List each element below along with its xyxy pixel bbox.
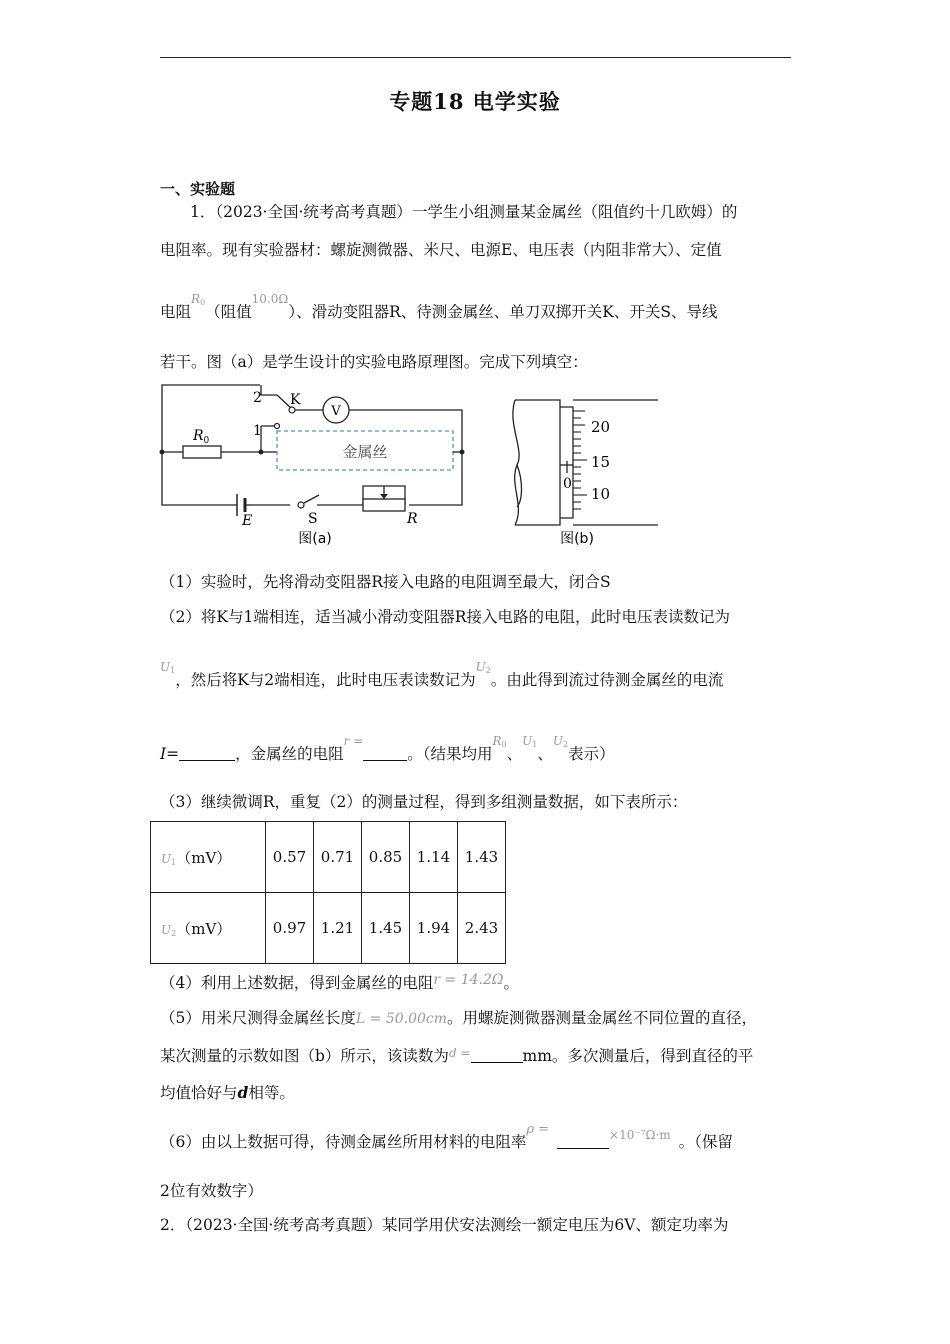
q1-text: 电阻	[160, 303, 192, 321]
length-value: L = 50.00cm	[355, 1011, 447, 1027]
rheostat-icon	[363, 499, 405, 511]
q1-part-4	[160, 973, 792, 994]
r-symbol: r =	[343, 734, 364, 748]
q1-text: 。（保留	[678, 1133, 733, 1151]
q1-part-5a	[160, 1008, 792, 1029]
header-rule	[160, 57, 791, 58]
table-cell: 0.71	[314, 822, 362, 893]
table-cell: 0.57	[266, 822, 314, 893]
table-cell: 2.43	[458, 893, 506, 964]
u2-symbol: U2	[475, 660, 491, 675]
q1-text: ，金属丝的电阻	[235, 745, 344, 763]
table-cell: 1.21	[314, 893, 362, 964]
table-cell: 0.85	[362, 822, 410, 893]
r0-label: $R_0$	[193, 428, 210, 446]
q1-text: ）、滑动变阻器R、待测金属丝、单刀双掷开关K、开关S、导线	[288, 303, 718, 321]
q1-text: ，然后将K与2端相连，此时电压表读数记为	[175, 671, 476, 689]
q1-text: （4）利用上述数据，得到金属丝的电阻	[160, 974, 434, 992]
current-var: I=	[160, 745, 180, 763]
answer-blank-resistivity[interactable]	[557, 1134, 609, 1149]
fig-b-caption: 图(b)	[560, 531, 594, 547]
micrometer-figure	[505, 395, 665, 550]
q1-text: 。	[503, 974, 519, 992]
q1-text: 表示）	[568, 745, 615, 763]
circuit-figure	[155, 380, 475, 550]
u1-symbol: U1	[522, 734, 538, 749]
q1-text: 。（结果均用	[407, 745, 493, 763]
table-row	[151, 893, 506, 964]
q1-part-6b: 2位有效数字）	[160, 1182, 263, 1200]
table-cell: 1.14	[410, 822, 458, 893]
fig-a-caption: 图(a)	[298, 531, 332, 547]
q1-part-1: （1）实验时，先将滑动变阻器R接入电路的电阻调至最大，闭合S	[160, 573, 611, 591]
r0-value: 10.0Ω	[251, 292, 289, 306]
rho-symbol: ρ =	[526, 1122, 550, 1137]
q1-text: 相等。	[248, 1084, 295, 1102]
q1-text: （6）由以上数据可得，待测金属丝所用材料的电阻率	[160, 1133, 527, 1151]
rho-unit: ×10⁻⁷Ω·m	[609, 1128, 671, 1142]
switch-s-label: S	[308, 511, 318, 527]
q1-text: 均值恰好与	[160, 1084, 238, 1102]
terminal-1-label: 1	[253, 423, 262, 439]
source-e-label: E	[242, 513, 253, 529]
d-var: d	[237, 1083, 249, 1102]
r0-symbol: R0	[191, 292, 206, 307]
q1-text: （5）用米尺测得金属丝长度	[160, 1009, 356, 1027]
q1-part-2c	[160, 734, 792, 769]
r0-symbol: R0	[492, 734, 507, 749]
q1-text: 。由此得到流过待测金属丝的电流	[490, 671, 724, 689]
table-cell: 1.45	[362, 893, 410, 964]
terminal-2-label: 2	[253, 390, 262, 406]
section-heading: 一、实验题	[160, 180, 236, 198]
answer-blank-diameter[interactable]	[471, 1048, 523, 1063]
q1-text: 某次测量的示数如图（b）所示，该读数为	[160, 1047, 449, 1065]
table-cell: 0.97	[266, 893, 314, 964]
tick-label-20: 20	[591, 418, 611, 436]
separator: 、	[537, 745, 553, 763]
row-header-u2: $U_2(mV)$	[151, 893, 266, 964]
zero-label: 0	[563, 476, 572, 492]
q1-text: （阻值	[205, 303, 252, 321]
q1-part-6	[160, 1122, 792, 1154]
rheostat-label: R	[407, 511, 418, 527]
table-cell: 1.43	[458, 822, 506, 893]
voltmeter-label: V	[331, 404, 341, 419]
q1-line-2: 电阻率。现有实验器材：螺旋测微器、米尺、电源E、电压表（内阻非常大）、定值	[160, 241, 722, 259]
q1-part-5c	[160, 1083, 792, 1103]
q1-part-3: （3）继续微调R，重复（2）的测量过程，得到多组测量数据，如下表所示：	[160, 793, 688, 811]
q2-line-1: 2．（2023·全国·统考高考真题）某同学用伏安法测绘一额定电压为6V、额定功率为	[160, 1216, 729, 1234]
resistor-r0-icon	[183, 446, 221, 458]
tick-label-10: 10	[591, 485, 611, 503]
separator: 、	[506, 745, 523, 763]
u1-symbol: U1	[160, 660, 176, 675]
measurement-table	[150, 821, 506, 964]
u2-symbol: U2	[552, 734, 569, 749]
q1-line-1: 1．（2023·全国·统考高考真题）一学生小组测量某金属丝（阻值约十几欧姆）的	[190, 203, 738, 221]
answer-blank-current[interactable]	[179, 746, 235, 761]
page-title: 专题18 电学实验	[389, 89, 561, 114]
q1-line-4: 若干。图（a）是学生设计的实验电路原理图。完成下列填空：	[160, 353, 588, 371]
q1-part-2a: （2）将K与1端相连，适当减小滑动变阻器R接入电路的电阻，此时电压表读数记为	[160, 608, 730, 626]
metal-wire-label: 金属丝	[342, 443, 388, 461]
table-cell: 1.94	[410, 893, 458, 964]
q1-part-2b	[160, 660, 792, 695]
tick-label-15: 15	[591, 453, 611, 471]
table-row	[151, 822, 506, 893]
switch-k-label: K	[290, 392, 301, 408]
r-result: r = 14.2Ω	[433, 972, 504, 988]
row-header-u1: $U_1(mV)$	[151, 822, 266, 893]
q1-part-5b	[160, 1046, 792, 1067]
q1-text: 。用螺旋测微器测量金属丝不同位置的直径，	[447, 1009, 758, 1027]
q1-text: mm。多次测量后，得到直径的平	[522, 1047, 754, 1065]
d-symbol: d =	[448, 1046, 471, 1060]
answer-blank-resistance[interactable]	[363, 746, 407, 761]
